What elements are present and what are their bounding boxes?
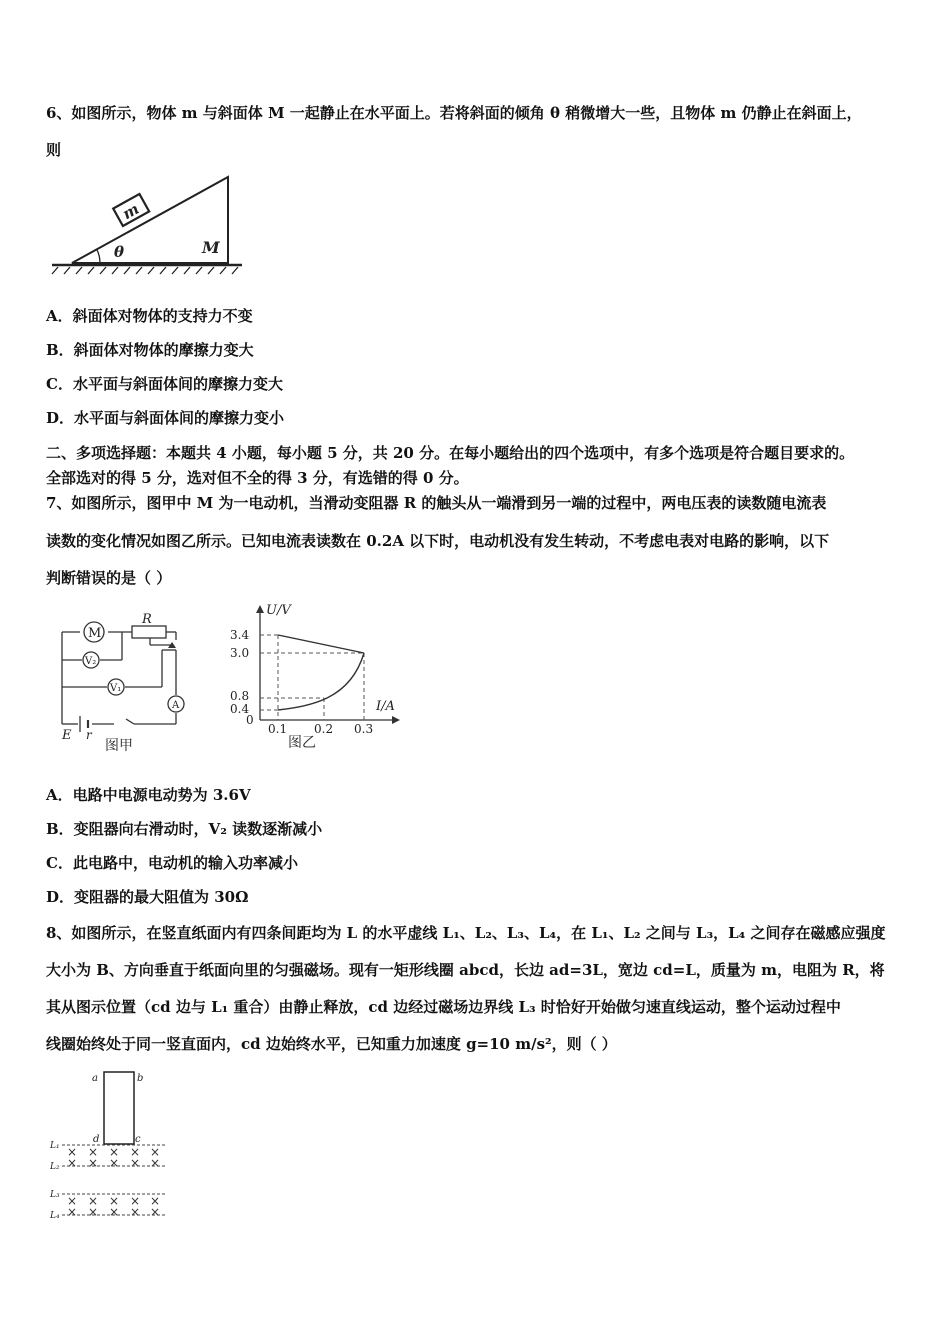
xtick-0-1: 0.1 — [268, 722, 288, 736]
svg-text:×: × — [88, 1205, 99, 1219]
voltmeter-v1-label: V₁ — [110, 683, 122, 694]
q7-stem-line2: 读数的变化情况如图乙所示。已知电流表读数在 0.2A 以下时，电动机没有发生转动，不考虑电表对电路的影响，以下 — [46, 532, 830, 550]
q6-option-b: B．斜面体对物体的摩擦力变大 — [46, 341, 254, 359]
svg-text:×: × — [67, 1194, 78, 1208]
q7-option-c: C．此电路中，电动机的输入功率减小 — [46, 854, 298, 872]
line-l2-label: L₂ — [50, 1162, 60, 1172]
ytick-0-4: 0.4 — [230, 702, 250, 716]
internal-r-label: r — [86, 728, 92, 742]
q7-stem-line1: 7、如图所示，图甲中 M 为一电动机，当滑动变阻器 R 的触头从一端滑到另一端的过程中，两电压表的读数随电流表 — [46, 494, 827, 512]
corner-c: c — [135, 1134, 141, 1145]
graph-caption: 图乙 — [288, 735, 316, 751]
svg-text:×: × — [67, 1156, 78, 1170]
xtick-0-3: 0.3 — [354, 722, 374, 736]
svg-text:×: × — [150, 1145, 161, 1159]
q7-stem-line3: 判断错误的是（ ） — [46, 569, 172, 587]
svg-text:×: × — [67, 1205, 78, 1219]
field-region-lower — [67, 1194, 160, 1219]
line-l4-label: L₄ — [50, 1211, 60, 1221]
graph-ylabel: U/V — [266, 603, 291, 618]
emf-label: E — [62, 728, 72, 743]
section2-line2: 全部选对的得 5 分，选对但不全的得 3 分，有选错的得 0 分。 — [46, 469, 469, 487]
q8-stem-line4: 线圈始终处于同一竖直面内，cd 边始终水平，已知重力加速度 g=10 m/s²，则（ ） — [46, 1035, 617, 1053]
svg-text:×: × — [150, 1205, 161, 1219]
svg-text:×: × — [150, 1156, 161, 1170]
graph-xlabel: I/A — [376, 699, 395, 714]
q8-stem-line2: 大小为 B、方向垂直于纸面向里的匀强磁场。现有一矩形线圈 abcd，长边 ad=3L，宽边 cd=L，质量为 m，电阻为 R，将 — [46, 961, 885, 979]
magnetic-field-figure — [48, 1068, 178, 1228]
svg-text:×: × — [88, 1145, 99, 1159]
svg-text:×: × — [67, 1145, 78, 1159]
q7-option-a: A．电路中电源电动势为 3.6V — [46, 786, 251, 804]
svg-text:×: × — [130, 1194, 141, 1208]
ammeter-label: A — [172, 700, 180, 711]
q6-option-c: C．水平面与斜面体间的摩擦力变大 — [46, 375, 283, 393]
xtick-0-2: 0.2 — [314, 722, 334, 736]
svg-text:×: × — [109, 1205, 120, 1219]
q6-option-d: D．水平面与斜面体间的摩擦力变小 — [46, 409, 285, 427]
svg-text:×: × — [109, 1194, 120, 1208]
ytick-3-4: 3.4 — [230, 628, 250, 642]
svg-text:×: × — [150, 1194, 161, 1208]
line-l3-label: L₃ — [50, 1190, 60, 1200]
line-l1-label: L₁ — [50, 1141, 60, 1151]
q6-stem-line1: 6、如图所示，物体 m 与斜面体 M 一起静止在水平面上。若将斜面的倾角 θ 稍微增大一些，且物体 m 仍静止在斜面上， — [46, 104, 862, 122]
svg-text:×: × — [130, 1156, 141, 1170]
wedge-label: M — [202, 238, 220, 257]
voltmeter-v2-label: V₂ — [85, 656, 97, 667]
block-label: m — [119, 199, 143, 224]
coil-abcd — [104, 1072, 134, 1144]
corner-d: d — [93, 1134, 100, 1145]
svg-text:×: × — [88, 1156, 99, 1170]
ytick-0-8: 0.8 — [230, 689, 250, 703]
q8-stem-line1: 8、如图所示，在竖直纸面内有四条间距均为 L 的水平虚线 L₁、L₂、L₃、L₄，在 L₁、L₂ 之间与 L₃，L₄ 之间存在磁感应强度 — [46, 924, 886, 942]
section2-line1: 二、多项选择题：本题共 4 小题，每小题 5 分，共 20 分。在每小题给出的四个选项中，有多个选项是符合题目要求的。 — [46, 444, 855, 462]
q7-option-d: D．变阻器的最大阻值为 30Ω — [46, 888, 249, 906]
svg-text:×: × — [130, 1205, 141, 1219]
graph-origin: 0 — [246, 713, 254, 727]
field-region-upper — [67, 1145, 160, 1170]
corner-b: b — [137, 1073, 144, 1084]
resistor-label: R — [142, 612, 152, 627]
q7-option-b: B．变阻器向右滑动时，V₂ 读数逐渐减小 — [46, 820, 323, 838]
svg-text:×: × — [88, 1194, 99, 1208]
u-i-graph — [210, 600, 410, 750]
q6-option-a: A．斜面体对物体的支持力不变 — [46, 307, 253, 325]
incline-figure — [50, 175, 250, 275]
ytick-3-0: 3.0 — [230, 646, 250, 660]
svg-text:×: × — [130, 1145, 141, 1159]
q6-stem-line2: 则 — [46, 141, 62, 159]
angle-label: θ — [114, 243, 125, 261]
svg-text:×: × — [109, 1156, 120, 1170]
corner-a: a — [92, 1073, 98, 1084]
circuit-caption: 图甲 — [105, 738, 133, 754]
circuit-diagram — [50, 612, 185, 752]
motor-label: M — [88, 626, 102, 641]
svg-text:×: × — [109, 1145, 120, 1159]
q8-stem-line3: 其从图示位置（cd 边与 L₁ 重合）由静止释放，cd 边经过磁场边界线 L₃ 时恰好开始做匀速直线运动，整个运动过程中 — [46, 998, 841, 1016]
